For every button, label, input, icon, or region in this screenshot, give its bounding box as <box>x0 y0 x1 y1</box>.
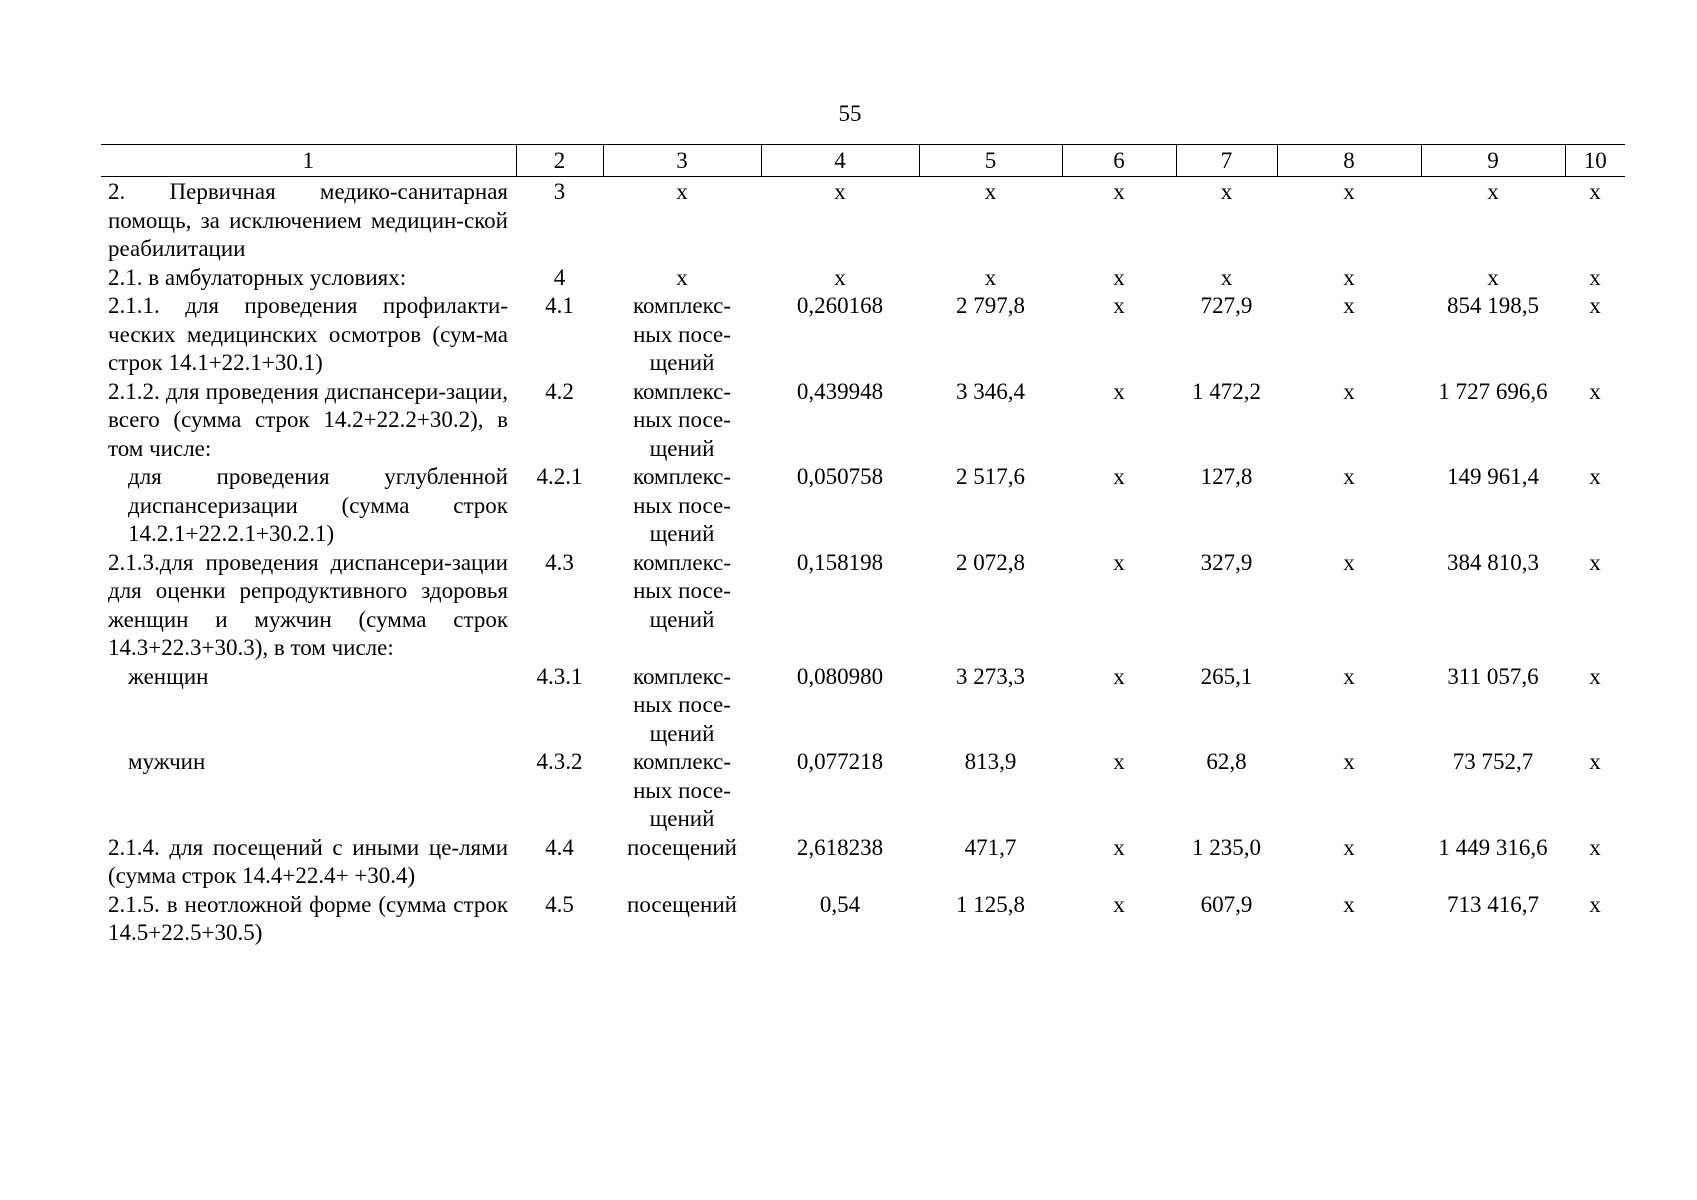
row-col-4: x <box>834 264 846 290</box>
row-col-5: 3 273,3 <box>956 663 1025 689</box>
row-code: 3 <box>553 179 566 204</box>
row-col-7: 1 235,0 <box>1192 834 1261 860</box>
header-col-9: 9 <box>1421 145 1565 177</box>
header-row <box>101 145 1625 177</box>
header-col-4: 4 <box>761 145 919 177</box>
page-number: 55 <box>838 101 862 126</box>
row-col-6: x <box>1113 663 1125 689</box>
row-unit: x <box>676 264 688 290</box>
row-col-7: 265,1 <box>1200 663 1253 689</box>
row-code: 4.2.1 <box>536 464 583 489</box>
row-col-9: x <box>1487 179 1499 204</box>
table-row <box>101 891 1625 948</box>
row-col-6: x <box>1113 749 1125 774</box>
row-unit: комплекс- ных посе- щений <box>632 464 732 546</box>
row-col-4: 0,260168 <box>796 293 884 318</box>
row-col-7: 62,8 <box>1206 749 1247 774</box>
row-col-8: x <box>1343 549 1355 575</box>
row-col-6: x <box>1113 549 1125 575</box>
row-unit: посещений <box>627 891 737 917</box>
row-col-8: x <box>1343 663 1355 689</box>
table-row <box>101 378 1625 464</box>
row-col-10: x <box>1589 749 1601 774</box>
row-code: 4.2 <box>545 378 574 404</box>
row-col-4: 0,077218 <box>796 749 884 774</box>
row-name: 2.1.2. для проведения диспансери-зации, всего (сумма строк 14.2+22.2+30.2), в том числе: <box>108 378 508 461</box>
row-col-6: x <box>1113 264 1125 290</box>
row-unit: комплекс- ных посе- щений <box>632 663 732 746</box>
row-col-6: x <box>1113 179 1125 204</box>
row-col-5: 471,7 <box>964 834 1017 860</box>
row-unit: комплекс- ных посе- щений <box>632 549 732 632</box>
row-col-7: 127,8 <box>1200 464 1253 489</box>
row-col-10: x <box>1589 891 1601 917</box>
row-col-4: x <box>834 179 846 204</box>
row-col-4: 0,080980 <box>796 663 884 689</box>
row-code: 4.4 <box>545 834 574 860</box>
header-col-1: 1 <box>101 145 516 177</box>
row-name: женщин <box>128 663 209 689</box>
row-col-8: x <box>1343 464 1355 489</box>
row-col-10: x <box>1589 293 1601 318</box>
row-code: 4.1 <box>545 293 574 318</box>
row-col-10: x <box>1589 179 1601 204</box>
row-col-8: x <box>1343 179 1355 204</box>
row-col-8: x <box>1343 834 1355 860</box>
row-col-10: x <box>1589 834 1601 860</box>
row-col-4: 0,54 <box>819 891 861 917</box>
row-name: мужчин <box>128 749 206 774</box>
header-col-10: 10 <box>1565 145 1625 177</box>
row-col-8: x <box>1343 891 1355 917</box>
table-body <box>101 177 1625 948</box>
table-row <box>101 663 1625 749</box>
table-row <box>101 834 1625 891</box>
header-col-6: 6 <box>1062 145 1176 177</box>
row-col-9: x <box>1487 264 1499 290</box>
row-code: 4.3.1 <box>536 663 583 689</box>
header-col-8: 8 <box>1277 145 1421 177</box>
row-col-10: x <box>1589 464 1601 489</box>
row-name: 2.1.4. для посещений с иными це-лями (сумма строк 14.4+22.4+ +30.4) <box>108 834 508 888</box>
row-col-7: 327,9 <box>1200 549 1253 575</box>
header-col-3: 3 <box>603 145 761 177</box>
row-unit: посещений <box>627 834 737 860</box>
row-col-10: x <box>1589 378 1601 404</box>
row-unit: комплекс- ных посе- щений <box>632 378 732 461</box>
row-col-5: x <box>984 179 997 204</box>
row-col-9: 311 057,6 <box>1447 663 1539 689</box>
row-unit: комплекс- ных посе- щений <box>632 293 732 375</box>
row-col-5: 813,9 <box>964 749 1017 774</box>
row-name: 2.1.1. для проведения профилакти-ческих медицинских осмотров (сум-ма строк 14.1+22.1+30.1) <box>108 293 508 375</box>
row-col-9: 1 449 316,6 <box>1438 834 1548 860</box>
row-col-5: 1 125,8 <box>956 891 1025 917</box>
row-name: 2.1. в амбулаторных условиях: <box>108 264 407 290</box>
table-row <box>101 549 1625 663</box>
row-col-6: x <box>1113 464 1125 489</box>
row-col-5: 2 072,8 <box>956 549 1025 575</box>
row-code: 4.3.2 <box>536 749 583 774</box>
row-col-7: x <box>1220 179 1233 204</box>
row-unit: x <box>676 179 688 204</box>
row-name: 2. Первичная медико-санитарная помощь, за исключением медицин-ской реабилитации <box>108 179 508 261</box>
row-col-6: x <box>1113 378 1125 404</box>
table-row <box>101 463 1625 549</box>
row-name: 2.1.3.для проведения диспансери-зации для оценки репродуктивного здоровья женщин и мужчин (сумма строк 14.3+22.3+30.3), в том числе: <box>108 549 508 660</box>
table-row <box>101 177 1625 264</box>
row-code: 4 <box>553 264 566 290</box>
row-col-8: x <box>1343 749 1355 774</box>
row-col-7: x <box>1220 264 1233 290</box>
header-col-2: 2 <box>516 145 603 177</box>
row-col-10: x <box>1589 264 1601 290</box>
row-col-8: x <box>1343 264 1355 290</box>
row-name: 2.1.5. в неотложной форме (сумма строк 14.5+22.5+30.5) <box>108 891 508 945</box>
table-row <box>101 292 1625 378</box>
row-code: 4.3 <box>545 549 574 575</box>
row-name: для проведения углубленной диспансеризации (сумма строк 14.2.1+22.2.1+30.2.1) <box>128 464 508 546</box>
row-col-9: 713 416,7 <box>1447 891 1539 917</box>
header-col-7: 7 <box>1176 145 1277 177</box>
row-col-9: 1 727 696,6 <box>1438 378 1548 404</box>
row-col-6: x <box>1113 834 1125 860</box>
row-col-4: 0,158198 <box>796 549 884 575</box>
row-col-8: x <box>1343 378 1355 404</box>
row-col-9: 73 752,7 <box>1452 749 1534 774</box>
row-col-5: x <box>984 264 997 290</box>
row-unit: комплекс- ных посе- щений <box>632 749 732 831</box>
row-col-6: x <box>1113 891 1125 917</box>
data-table <box>101 144 1625 948</box>
row-col-5: 2 797,8 <box>956 293 1025 318</box>
row-col-7: 1 472,2 <box>1192 378 1261 404</box>
header-col-5: 5 <box>919 145 1062 177</box>
row-col-9: 149 961,4 <box>1447 464 1539 489</box>
row-col-8: x <box>1343 293 1355 318</box>
row-col-7: 607,9 <box>1200 891 1253 917</box>
row-col-9: 854 198,5 <box>1447 293 1539 318</box>
row-col-6: x <box>1113 293 1125 318</box>
table-row <box>101 264 1625 293</box>
row-col-9: 384 810,3 <box>1447 549 1539 575</box>
row-col-4: 2,618238 <box>796 834 884 860</box>
row-col-10: x <box>1589 549 1601 575</box>
row-code: 4.5 <box>545 891 574 917</box>
table-row <box>101 748 1625 834</box>
row-col-5: 2 517,6 <box>956 464 1025 489</box>
row-col-5: 3 346,4 <box>956 378 1025 404</box>
row-col-4: 0,050758 <box>796 464 884 489</box>
row-col-10: x <box>1589 663 1601 689</box>
row-col-4: 0,439948 <box>796 378 884 404</box>
row-col-7: 727,9 <box>1200 293 1253 318</box>
